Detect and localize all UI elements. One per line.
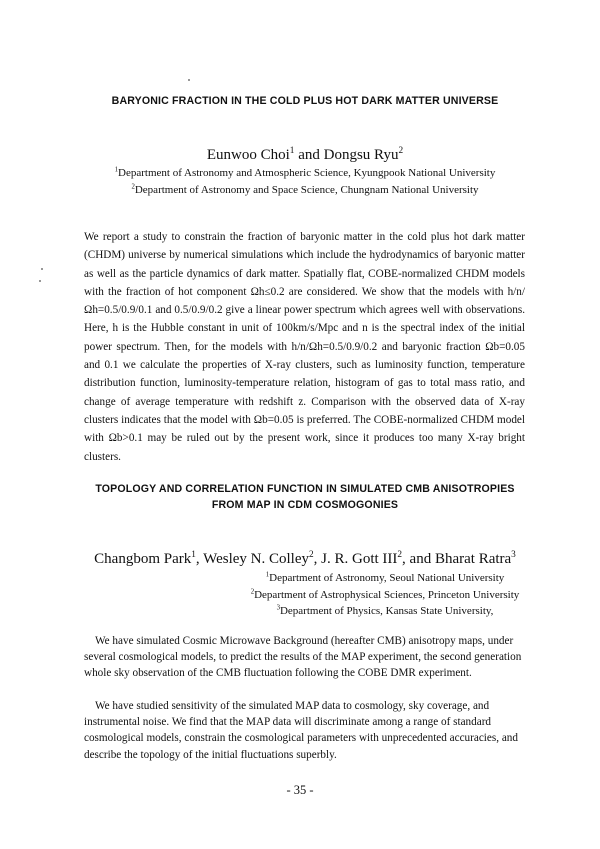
author-joiner: ,: [195, 551, 204, 567]
author-name: Eunwoo Choi: [206, 147, 290, 163]
scan-speck: [41, 268, 43, 270]
affiliation-mark: 2: [131, 182, 135, 190]
paper2-authors: [40, 551, 570, 568]
paper2-paragraph-2: We have studied sensitivity of the simulated MAP data to cosmology, sky coverage, and instrumental noise. We find that the MAP data will discriminate among a range of standard cosmological models, constrain the cosmological parameters with unprecedented accuracies, and describe the topology of the initial fluctuations superbly.: [84, 700, 518, 761]
paper1-abstract: We report a study to constrain the fraction of baryonic matter in the cold plus hot dark matter (CHDM) universe by numerical simulations which include the hydrodynamics of baryonic matter as well as the particle dynamics of dark matter. Spatially flat, COBE-normalized CHDM models with the fraction of hot component Ωh≤0.2 are considered. We show that the models with h/n/Ωh=0.5/0.9/0.1 and 0.5/0.9/0.2 give a linear power spectrum which agrees well with observations. Here, h is the Hubble constant in unit of 100km/s/Mpc and n is the spectral index of the initial power spectrum. Then, for the models with h/n/Ωh=0.5/0.9/0.2 and baryonic fraction Ωb=0.05 and 0.1 we calculate the properties of X-ray clusters, such as luminosity function, temperature distribution function, luminosity-temperature relation, histogram of gas to total mass ratio, and change of average temperature with redshift z. Comparison with the observed data of X-ray clusters indicates that the model with Ωb=0.05 is preferred. The COBE-normalized CHDM model with Ωb>0.1 may be ruled out by the present work, since it produces too many X-ray bright clusters.: [84, 231, 525, 463]
author-mark: 2: [308, 550, 314, 560]
author-mark: 3: [511, 550, 516, 560]
affiliation: [155, 587, 600, 604]
affiliation-text: Department of Physics, Kansas State University,: [279, 605, 494, 617]
author-name: and Bharat Ratra: [409, 551, 512, 567]
page-number: - 35 -: [286, 783, 314, 797]
affiliation-text: Department of Astronomy, Seoul National University: [269, 572, 505, 584]
author-joiner: ,: [313, 551, 322, 567]
scan-speck: [188, 79, 190, 81]
author-mark: 1: [289, 146, 295, 156]
affiliation-text: Department of Astronomy and Atmospheric Science, Kyungpook National University: [118, 167, 496, 179]
paper2-title: [40, 483, 570, 511]
author-name: Changbom Park: [94, 551, 192, 567]
affiliation-mark: 3: [276, 604, 280, 612]
paper1-affiliations: [40, 165, 570, 198]
author-joiner: ,: [402, 551, 410, 567]
affiliation-mark: 1: [114, 166, 119, 174]
paper2-affiliations: [155, 570, 600, 620]
author-mark: 2: [398, 146, 404, 156]
affiliation-mark: 2: [250, 587, 255, 595]
affiliation: [155, 570, 600, 587]
affiliation-text: Department of Astrophysical Sciences, Princeton University: [254, 588, 520, 601]
title-line: TOPOLOGY AND CORRELATION FUNCTION IN SIMULATED CMB ANISOTROPIES: [95, 483, 515, 495]
scan-speck: [39, 280, 41, 282]
author-mark: 1: [191, 550, 196, 560]
affiliation: [155, 603, 600, 620]
author-joiner: and: [294, 147, 324, 163]
affiliation-mark: 1: [265, 571, 270, 579]
paper2-paragraph-1: We have simulated Cosmic Microwave Background (hereafter CMB) anisotropy maps, under several cosmological models, to predict the results of the MAP experiment, the second generation whole sky observation of the CMB fluctuation following the COBE DMR experiment.: [84, 635, 522, 680]
title-line: FROM MAP IN CDM COSMOGONIES: [211, 499, 399, 511]
affiliation: [40, 182, 570, 199]
author-name: Wesley N. Colley: [203, 551, 309, 567]
affiliation-text: Department of Astronomy and Space Science, Chungnam National University: [134, 183, 479, 196]
author-name: J. R. Gott III: [321, 551, 398, 567]
paper1-authors: [40, 147, 570, 164]
author-mark: 2: [397, 550, 403, 560]
affiliation: [40, 165, 570, 182]
paper1-title: BARYONIC FRACTION IN THE COLD PLUS HOT DARK MATTER UNIVERSE: [111, 95, 499, 107]
author-name: Dongsu Ryu: [323, 147, 399, 163]
